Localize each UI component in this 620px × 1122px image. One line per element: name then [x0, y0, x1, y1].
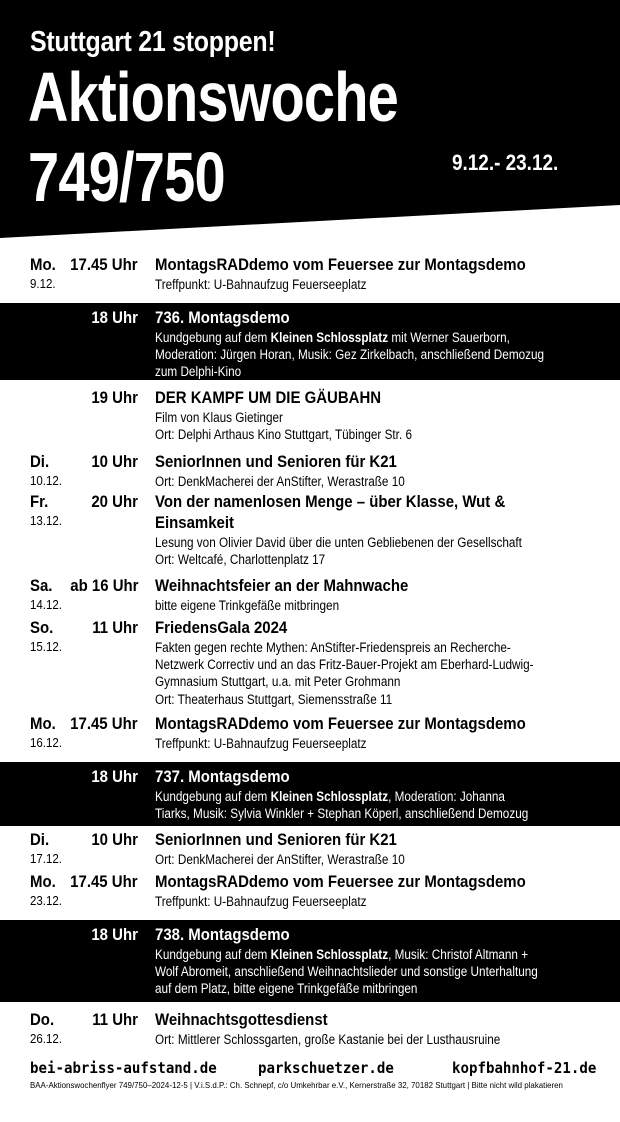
description-line: Ort: Delphi Arthaus Kino Stuttgart, Tübinger Str. 6: [155, 427, 413, 443]
date-range: 9.12.- 23.12.: [452, 150, 559, 175]
description-line: Ort: Mittlerer Schlossgarten, große Kastanie bei der Lusthausruine: [155, 1032, 501, 1047]
description-line: Treffpunkt: U-Bahnaufzug Feuerseeplatz: [155, 736, 367, 751]
location-highlight: Kleinen Schlossplatz: [270, 789, 389, 804]
event-date: 9.12.: [30, 277, 56, 291]
location-highlight: Kleinen Schlossplatz: [270, 330, 389, 345]
description-text: , Musik: Christof Altmann + Wolf Abromeit, anschließend Weihnachtslieder und sonstige Unterhaltung auf dem Platz, bitte eigene Trinkgefäße mitbringen: [155, 947, 538, 997]
event-title: 736. Montagsdemo: [155, 308, 290, 327]
event-title: FriedensGala 2024: [155, 618, 288, 637]
event-time: 20 Uhr: [91, 492, 138, 511]
footer-links: [0, 1059, 620, 1079]
week-number: 749/750: [28, 138, 225, 216]
footer-link-parkschuetzer[interactable]: parkschuetzer.de: [258, 1059, 394, 1077]
event-item: [0, 714, 620, 754]
description-text: , Moderation: Johanna Tiarks, Musik: Sylvia Winkler + Stephan Köperl, anschließend Demozug: [155, 789, 529, 822]
event-time: 11 Uhr: [92, 1010, 138, 1029]
event-description: [155, 893, 564, 910]
event-day: Sa.: [30, 576, 53, 595]
event-description: [155, 946, 564, 998]
header: [0, 0, 620, 250]
event-description: [155, 409, 564, 443]
event-date: 26.12.: [30, 1032, 62, 1046]
event-day: Mo.: [30, 872, 56, 891]
event-item: [0, 388, 620, 448]
event-title: 737. Montagsdemo: [155, 767, 290, 786]
event-description: [155, 639, 564, 708]
event-title: SeniorInnen und Senioren für K21: [155, 452, 397, 471]
event-time: 17.45 Uhr: [70, 872, 138, 891]
event-item: [0, 492, 620, 572]
description-text: mit Werner Sauerborn, Moderation: Jürgen Horan, Musik: Gez Zirkelbach, anschließend Demozug zum Delphi-Kino: [155, 330, 545, 380]
event-day: Do.: [30, 1010, 55, 1029]
event-highlight: [0, 303, 620, 380]
description-line: Ort: Weltcafé, Charlottenplatz 17: [155, 551, 326, 567]
event-title: MontagsRADdemo vom Feuersee zur Montagsdemo: [155, 872, 526, 891]
event-time: 17.45 Uhr: [70, 714, 138, 733]
event-time: ab 16 Uhr: [69, 576, 138, 595]
event-title: MontagsRADdemo vom Feuersee zur Montagsdemo: [155, 255, 526, 274]
event-day: Di.: [30, 830, 50, 849]
event-description: [155, 851, 564, 868]
event-description: [155, 534, 564, 568]
event-item: [0, 872, 620, 912]
event-day: Mo.: [30, 714, 56, 733]
description-line: Treffpunkt: U-Bahnaufzug Feuerseeplatz: [155, 277, 367, 292]
description-line: bitte eigene Trinkgefäße mitbringen: [155, 598, 340, 613]
event-item: [0, 618, 620, 716]
event-date: 14.12.: [30, 598, 62, 612]
event-item: [0, 576, 620, 614]
event-time: 10 Uhr: [91, 830, 138, 849]
description-line: Ort: Theaterhaus Stuttgart, Siemensstraße 11: [155, 691, 393, 707]
event-day: Fr.: [30, 492, 49, 511]
event-time: 18 Uhr: [91, 308, 138, 327]
event-item: [0, 1010, 620, 1050]
location-highlight: Kleinen Schlossplatz: [270, 947, 389, 962]
event-date: 17.12.: [30, 852, 62, 866]
description-line: Treffpunkt: U-Bahnaufzug Feuerseeplatz: [155, 894, 367, 909]
event-day: Mo.: [30, 255, 56, 274]
event-title: 738. Montagsdemo: [155, 925, 290, 944]
event-title: Von der namenlosen Menge – über Klasse, Wut & Einsamkeit: [155, 492, 506, 532]
event-title: SeniorInnen und Senioren für K21: [155, 830, 397, 849]
description-text: Kundgebung auf dem: [155, 947, 271, 962]
event-date: 10.12.: [30, 474, 62, 488]
event-day: Di.: [30, 452, 50, 471]
footer-link-bei-abriss-aufstand[interactable]: bei-abriss-aufstand.de: [30, 1059, 217, 1077]
event-time: 19 Uhr: [91, 388, 138, 407]
event-highlight: [0, 762, 620, 826]
footer-link-kopfbahnhof-21[interactable]: kopfbahnhof-21.de: [452, 1059, 597, 1077]
event-description: [155, 735, 564, 752]
page-title: Aktionswoche: [28, 58, 399, 136]
event-description: [155, 329, 564, 381]
event-date: 23.12.: [30, 894, 62, 908]
event-time: 18 Uhr: [91, 767, 138, 786]
event-date: 13.12.: [30, 514, 62, 528]
event-title: Weihnachtsgottesdienst: [155, 1010, 328, 1029]
event-time: 10 Uhr: [91, 452, 138, 471]
description-line: Fakten gegen rechte Mythen: AnStifter-Friedenspreis an Recherche-: [155, 640, 511, 655]
slogan: Stuttgart 21 stoppen!: [30, 26, 276, 58]
description-line: Film von Klaus Gietinger: [155, 410, 283, 425]
description-line: Ort: DenkMacherei der AnStifter, Werastraße 10: [155, 852, 405, 867]
event-item: [0, 255, 620, 295]
event-description: [155, 473, 564, 490]
event-title: DER KAMPF UM DIE GÄUBAHN: [155, 388, 382, 407]
description-line: Gymnasium Stuttgart, u.a. mit Peter Grohmann: [155, 674, 401, 690]
event-date: 15.12.: [30, 640, 62, 654]
event-time: 17.45 Uhr: [70, 255, 138, 274]
event-title: Weihnachtsfeier an der Mahnwache: [155, 576, 409, 595]
event-time: 11 Uhr: [92, 618, 138, 637]
event-description: [155, 1031, 564, 1048]
event-item: [0, 452, 620, 490]
event-item: [0, 830, 620, 870]
description-line: Ort: DenkMacherei der AnStifter, Werastraße 10: [155, 474, 405, 489]
event-highlight: [0, 920, 620, 1002]
description-text: Kundgebung auf dem: [155, 789, 271, 804]
description-text: Kundgebung auf dem: [155, 330, 271, 345]
event-day: So.: [30, 618, 54, 637]
description-line: Netzwerk Correctiv und an das Fritz-Bauer-Projekt am Eberhard-Ludwig-: [155, 657, 534, 673]
event-title: MontagsRADdemo vom Feuersee zur Montagsdemo: [155, 714, 526, 733]
description-line: Lesung von Olivier David über die unten Gebliebenen der Gesellschaft: [155, 534, 522, 550]
event-date: 16.12.: [30, 736, 62, 750]
event-time: 18 Uhr: [91, 925, 138, 944]
event-description: [155, 597, 564, 614]
imprint: BAA-Aktionswochenflyer 749/750–2024-12-5 | V.i.S.d.P.: Ch. Schnepf, c/o Umkehrbar e.V., Kernerstraße 32, 70182 Stuttgart | Bitte nicht wild plakatieren: [30, 1080, 563, 1090]
event-description: [155, 788, 564, 822]
event-description: [155, 276, 564, 293]
